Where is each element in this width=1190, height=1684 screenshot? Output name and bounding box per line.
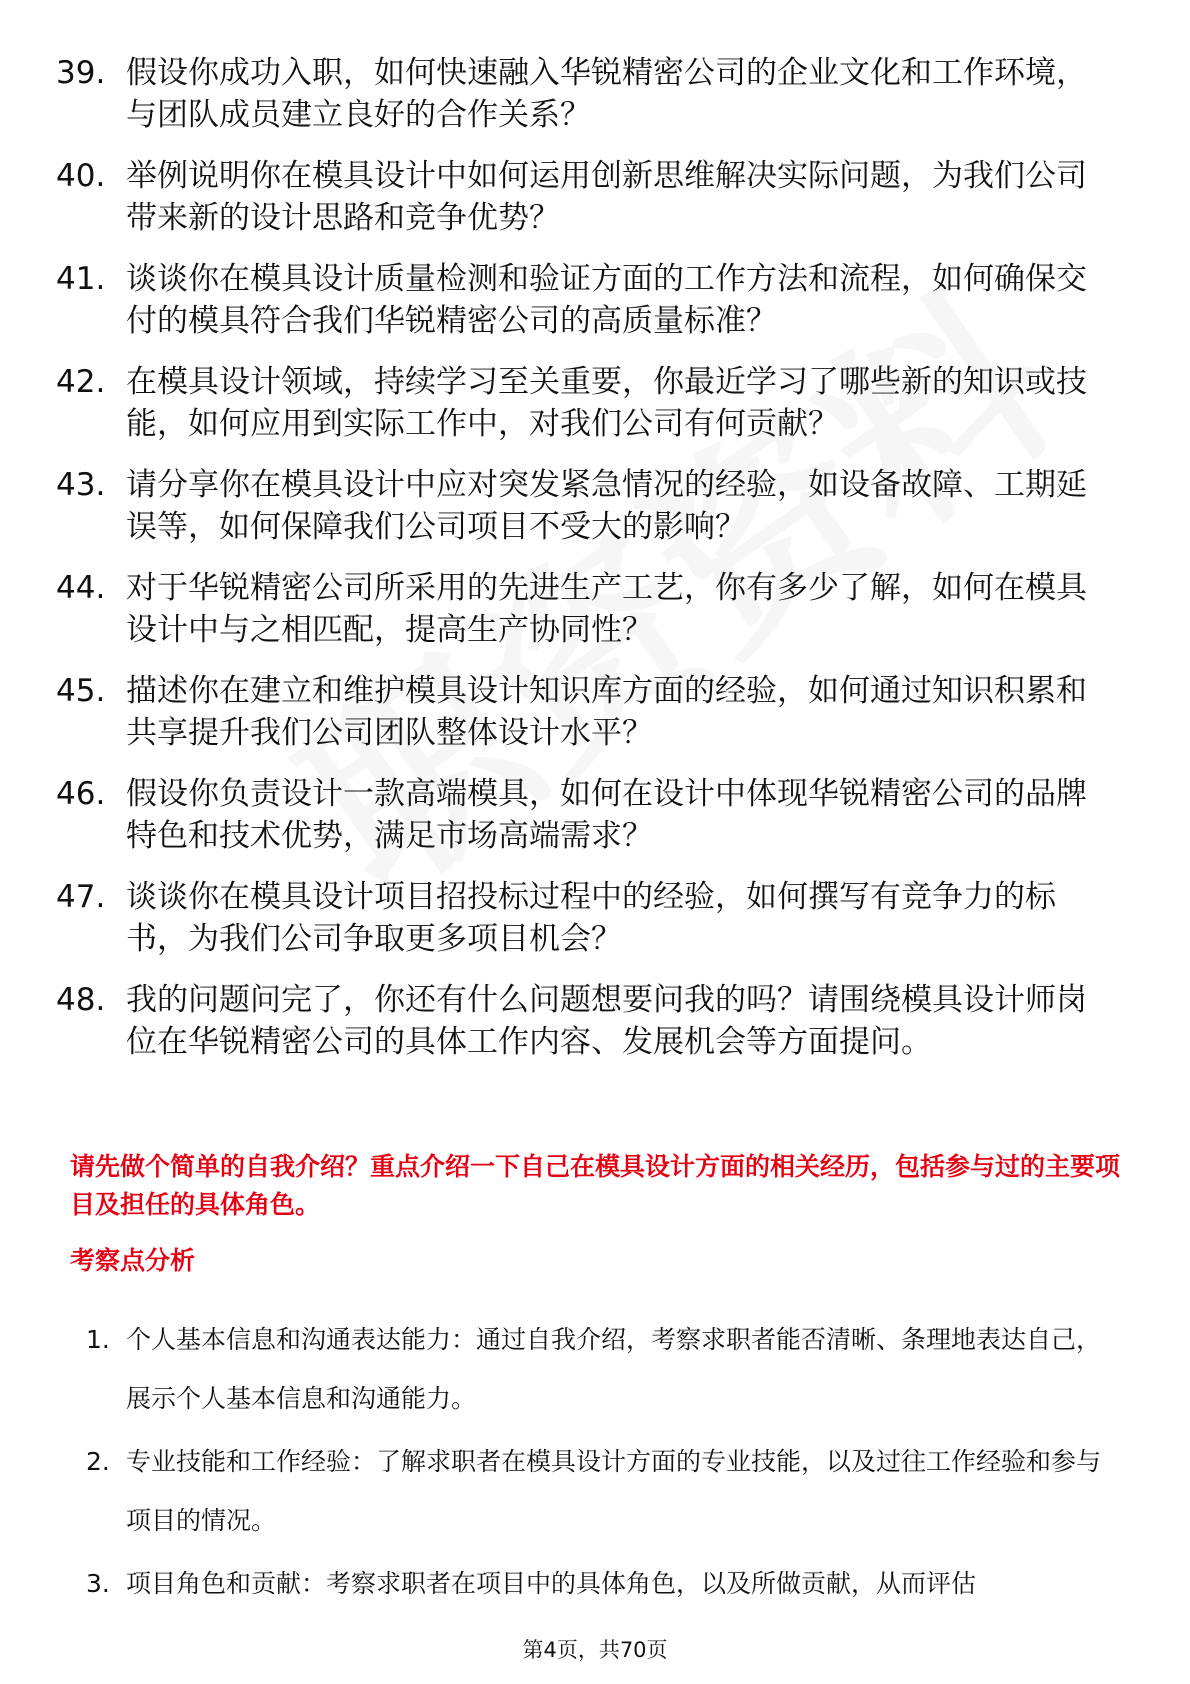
question-item — [56, 670, 1116, 754]
question-number: 47. — [56, 879, 106, 915]
question-text: 谈谈你在模具设计质量检测和验证方面的工作方法和流程，如何确保交付的模具符合我们华锐精密公司的高质量标准？ — [126, 261, 1087, 339]
question-number: 41. — [56, 261, 106, 297]
analysis-item — [86, 1554, 1116, 1613]
analysis-text: 项目角色和贡献：考察求职者在项目中的具体角色，以及所做贡献，从而评估 — [126, 1569, 977, 1598]
question-text: 谈谈你在模具设计项目招投标过程中的经验，如何撰写有竞争力的标书，为我们公司争取更多项目机会？ — [126, 879, 1056, 957]
question-text: 我的问题问完了，你还有什么问题想要问我的吗？请围绕模具设计师岗位在华锐精密公司的具体工作内容、发展机会等方面提问。 — [126, 982, 1087, 1060]
question-text: 假设你负责设计一款高端模具，如何在设计中体现华锐精密公司的品牌特色和技术优势，满足市场高端需求？ — [126, 776, 1087, 854]
analysis-item — [86, 1310, 1116, 1428]
analysis-number: 3. — [86, 1569, 110, 1598]
question-item — [56, 258, 1116, 342]
question-number: 45. — [56, 673, 106, 709]
question-list — [56, 52, 1116, 1082]
analysis-list — [86, 1310, 1116, 1617]
page-footer: 第4页，共70页 — [522, 1638, 668, 1662]
question-item — [56, 52, 1116, 136]
analysis-number: 1. — [86, 1325, 110, 1354]
question-item — [56, 567, 1116, 651]
question-number: 43. — [56, 467, 106, 503]
analysis-text: 专业技能和工作经验：了解求职者在模具设计方面的专业技能，以及过往工作经验和参与项目的情况。 — [126, 1447, 1102, 1535]
question-text: 举例说明你在模具设计中如何运用创新思维解决实际问题，为我们公司带来新的设计思路和竞争优势？ — [126, 158, 1087, 236]
question-number: 42. — [56, 364, 106, 400]
section-title: 考察点分析 — [70, 1246, 196, 1275]
question-item — [56, 464, 1116, 548]
question-number: 44. — [56, 570, 106, 606]
question-number: 46. — [56, 776, 106, 812]
question-item — [56, 876, 1116, 960]
question-number: 39. — [56, 55, 106, 91]
question-text: 对于华锐精密公司所采用的先进生产工艺，你有多少了解，如何在模具设计中与之相匹配，提高生产协同性？ — [126, 570, 1087, 648]
question-item — [56, 361, 1116, 445]
analysis-item — [86, 1432, 1116, 1550]
analysis-text: 个人基本信息和沟通表达能力：通过自我介绍，考察求职者能否清晰、条理地表达自己，展示个人基本信息和沟通能力。 — [126, 1325, 1102, 1413]
question-item — [56, 979, 1116, 1063]
highlight-question: 请先做个简单的自我介绍？重点介绍一下自己在模具设计方面的相关经历，包括参与过的主要项目及担任的具体角色。 — [70, 1152, 1121, 1219]
question-text: 在模具设计领域，持续学习至关重要，你最近学习了哪些新的知识或技能，如何应用到实际工作中，对我们公司有何贡献？ — [126, 364, 1087, 442]
question-item — [56, 155, 1116, 239]
question-number: 48. — [56, 982, 106, 1018]
question-text: 请分享你在模具设计中应对突发紧急情况的经验，如设备故障、工期延误等，如何保障我们公司项目不受大的影响？ — [126, 467, 1087, 545]
question-text: 描述你在建立和维护模具设计知识库方面的经验，如何通过知识积累和共享提升我们公司团队整体设计水平？ — [126, 673, 1087, 751]
question-item — [56, 773, 1116, 857]
question-text: 假设你成功入职，如何快速融入华锐精密公司的企业文化和工作环境，与团队成员建立良好的合作关系？ — [126, 55, 1087, 133]
analysis-number: 2. — [86, 1447, 110, 1476]
question-number: 40. — [56, 158, 106, 194]
